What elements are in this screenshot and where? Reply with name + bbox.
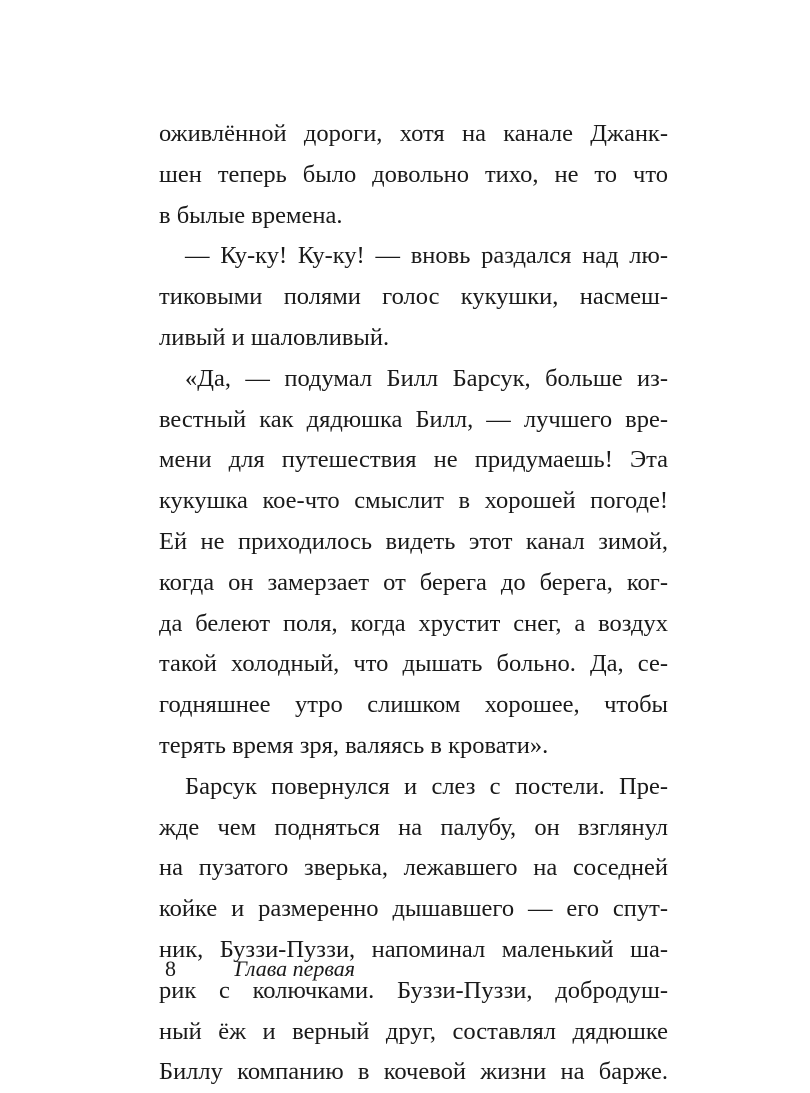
body-text xyxy=(159,114,668,1093)
page-number: 8 xyxy=(165,956,176,981)
text-line: ный ёж и верный друг, составлял дядюшке xyxy=(159,1017,668,1045)
text-line: мени для путешествия не придумаешь! Эта xyxy=(159,446,668,474)
text-line: Биллу компанию в кочевой жизни на барже. xyxy=(159,1058,668,1086)
text-line: койке и размеренно дышавшего — его спут- xyxy=(159,895,668,923)
text-line: тиковыми полями голос кукушки, насмеш- xyxy=(159,283,668,311)
text-line: такой холодный, что дышать больно. Да, се- xyxy=(159,650,668,678)
text-line: Ей не приходилось видеть этот канал зимой, xyxy=(159,527,668,555)
text-line: да белеют поля, когда хрустит снег, а воздух xyxy=(159,609,668,637)
text-line: ливый и шаловливый. xyxy=(159,323,390,351)
text-line: Барсук повернулся и слез с постели. Пре- xyxy=(185,772,668,800)
text-line: когда он замерзает от берега до берега, ког- xyxy=(159,568,668,596)
text-line: шен теперь было довольно тихо, не то что xyxy=(159,160,668,188)
text-line: на пузатого зверька, лежавшего на соседней xyxy=(159,854,668,882)
text-line: вестный как дядюшка Билл, — лучшего вре- xyxy=(159,405,668,433)
text-line: годняшнее утро слишком хорошее, чтобы xyxy=(159,691,668,719)
text-line: ник, Буззи-Пуззи, напоминал маленький ша- xyxy=(159,935,668,963)
text-line: рик с колючками. Буззи-Пуззи, добродуш- xyxy=(159,976,668,1004)
text-line: «Да, — подумал Билл Барсук, больше из- xyxy=(185,364,668,392)
text-line: терять время зря, валяясь в кровати». xyxy=(159,731,549,759)
text-line: в былые времена. xyxy=(159,201,343,229)
running-head: Глава первая xyxy=(234,956,355,981)
text-line: жде чем подняться на палубу, он взглянул xyxy=(159,813,668,841)
page-footer xyxy=(165,956,355,982)
text-line: — Ку-ку! Ку-ку! — вновь раздался над лю- xyxy=(185,242,668,270)
text-line: кукушка кое-что смыслит в хорошей погоде! xyxy=(159,487,668,515)
text-line: оживлённой дороги, хотя на канале Джанк- xyxy=(159,120,668,147)
